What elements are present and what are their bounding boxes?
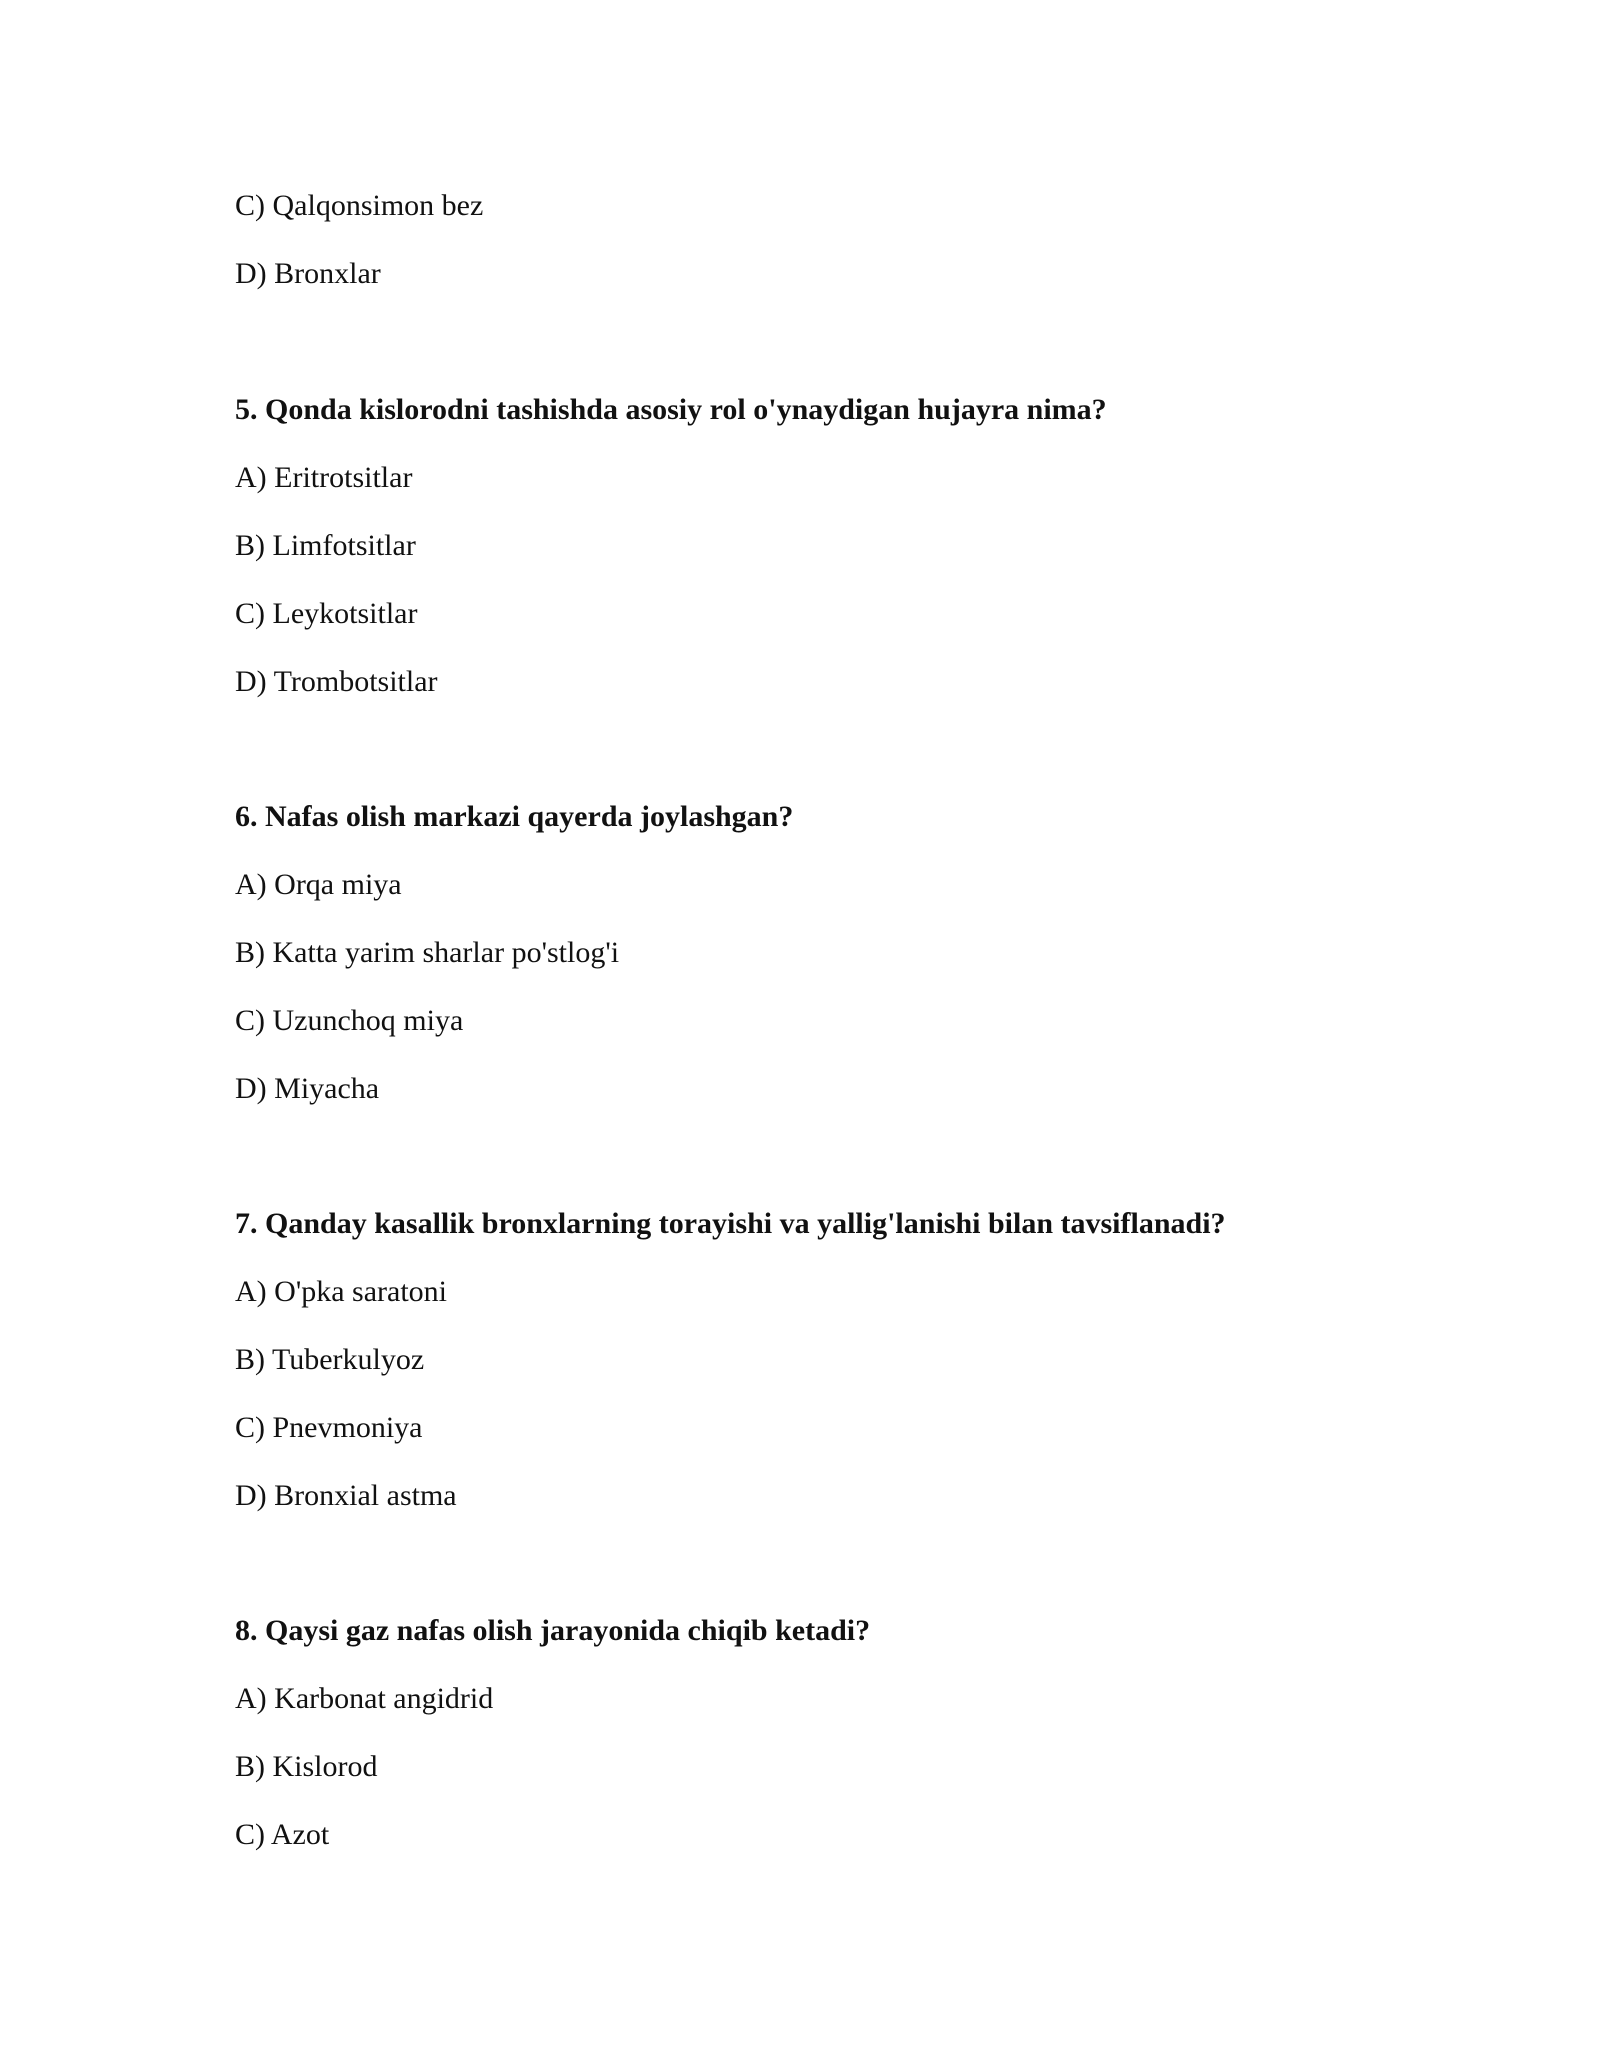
- q8-option-a: A) Karbonat angidrid: [235, 1682, 494, 1715]
- q8-option-b: B) Kislorod: [235, 1750, 378, 1783]
- q7-option-c: C) Pnevmoniya: [235, 1411, 423, 1444]
- q8-option-c: C) Azot: [235, 1818, 330, 1851]
- q7-option-b: B) Tuberkulyoz: [235, 1343, 425, 1376]
- q6-option-a: A) Orqa miya: [235, 868, 402, 901]
- q7-option-a: A) O'pka saratoni: [235, 1275, 448, 1308]
- question-8: 8. Qaysi gaz nafas olish jarayonida chiqib ketadi?: [235, 1614, 871, 1647]
- q5-option-d: D) Trombotsitlar: [235, 665, 438, 698]
- option-d-prev: D) Bronxlar: [235, 257, 381, 290]
- question-6: 6. Nafas olish markazi qayerda joylashgan?: [235, 800, 794, 833]
- q5-option-a: A) Eritrotsitlar: [235, 461, 413, 494]
- question-7: 7. Qanday kasallik bronxlarning torayishi va yallig'lanishi bilan tavsiflanadi?: [235, 1207, 1226, 1240]
- question-5: 5. Qonda kislorodni tashishda asosiy rol o'ynaydigan hujayra nima?: [235, 393, 1107, 426]
- option-c-prev: C) Qalqonsimon bez: [235, 189, 484, 222]
- q6-option-c: C) Uzunchoq miya: [235, 1004, 464, 1037]
- q6-option-d: D) Miyacha: [235, 1072, 380, 1105]
- q5-option-b: B) Limfotsitlar: [235, 529, 416, 562]
- q6-option-b: B) Katta yarim sharlar po'stlog'i: [235, 936, 620, 969]
- q7-option-d: D) Bronxial astma: [235, 1479, 457, 1512]
- q5-option-c: C) Leykotsitlar: [235, 597, 418, 630]
